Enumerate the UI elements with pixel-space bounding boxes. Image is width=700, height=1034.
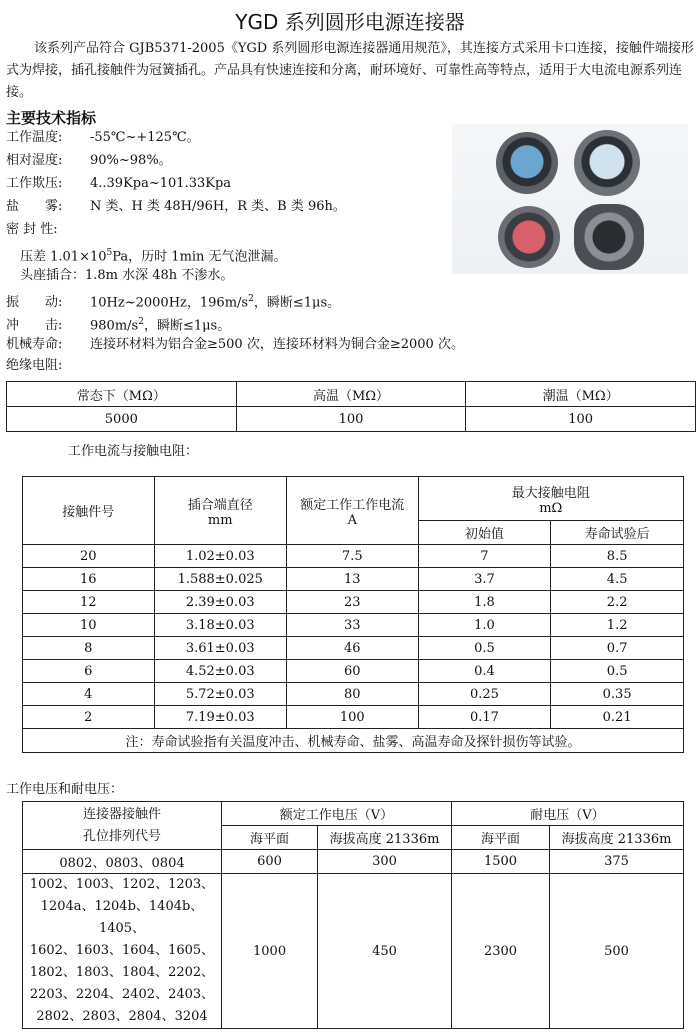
table-row: 20 1.02±0.03 7.5 7 8.5 (23, 545, 684, 568)
table-note: 注：寿命试验指有关温度冲击、机械寿命、盐雾、高温寿命及探针损伤等试验。 (23, 729, 684, 753)
spec-sealing-immersion: 头座插合：1.8m 水深 48h 不渗水。 (20, 268, 234, 283)
spec-mechanical-life: 机械寿命: 连接环材料为铝合金≥500 次，连接环材料为铜合金≥2000 次。 (6, 337, 464, 352)
table-row: 1002、1003、1202、1203、 1204a、1204b、1404b、1405、 1602、1603、1604、1605、 1802、1803、1804、2202、 2203、2204、2402、2403、 2802、2803、2804、3204 1000 450 2300 500 (23, 874, 684, 1029)
spec-sealing-pressure: 压差 $1.01\times 10^5Pa$，历时 1min 无气泡泄漏。 (20, 248, 287, 265)
spec-sealing: 密 封 性: (6, 222, 58, 237)
header-withstand-voltage: 耐电压（V） (451, 802, 683, 826)
insulation-value-high-temp: 100 (236, 407, 466, 432)
page-title: YGD 系列圆形电源连接器 (235, 10, 465, 34)
spec-pressure: 工作欺压: 4..39Kpa~101.33Kpa (6, 176, 232, 191)
current-resistance-table (22, 476, 684, 753)
connector-red-image (498, 206, 560, 268)
header-after-life: 寿命试验后 (551, 521, 684, 545)
insulation-value-humid: 100 (466, 407, 696, 432)
spec-vibration: 振 动: 10Hz~2000Hz，$196m/s^2$，瞬断≤1μs。 (6, 294, 341, 311)
header-withstand-altitude: 海拔高度 21336m (550, 826, 684, 850)
intro-paragraph: 该系列产品符合 GJB5371-2005《YGD 系列圆形电源连接器通用规范》，其连接方式采用卡口连接，接触件端接形式为焊接，插孔接触件为冠簧插孔。产品具有快速连接和分离，耐环境好、可靠性高等特点，适用于大电流电源系列连接。 (6, 41, 694, 100)
table-row: 6 4.52±0.03 60 0.4 0.5 (23, 660, 684, 683)
header-arrangement-code: 连接器接触件 孔位排列代号 (23, 802, 222, 850)
header-rated-sea-level: 海平面 (221, 826, 317, 850)
main-specs-heading: 主要技术指标 (6, 109, 97, 127)
connector-blue-image (496, 132, 558, 194)
table-row: 8 3.61±0.03 46 0.5 0.7 (23, 637, 684, 660)
header-withstand-sea-level: 海平面 (451, 826, 549, 850)
spec-insulation: 绝缘电阻: (6, 358, 63, 373)
header-rated-current: 额定工作工作电流 A (286, 477, 418, 545)
spec-shock: 冲 击: $980m/s^2$，瞬断≤1μs。 (6, 317, 231, 334)
header-rated-voltage: 额定工作电压（V） (221, 802, 451, 826)
connector-lightblue-image (574, 130, 640, 196)
table-row: 0802、0803、0804 600 300 1500 375 (23, 850, 684, 874)
header-initial: 初始值 (418, 521, 551, 545)
table-row: 12 2.39±0.03 23 1.8 2.2 (23, 591, 684, 614)
spec-temperature: 工作温度: -55℃~+125℃。 (6, 130, 200, 145)
header-rated-altitude: 海拔高度 21336m (318, 826, 452, 850)
product-photo (452, 124, 688, 274)
header-max-resistance: 最大接触电阻 mΩ (418, 477, 683, 521)
voltage-table (22, 801, 684, 1029)
header-contact-size: 接触件号 (23, 477, 155, 545)
voltage-table-caption: 工作电压和耐电压： (6, 782, 124, 797)
table-row: 10 3.18±0.03 33 1.0 1.2 (23, 614, 684, 637)
connector-receptacle-image (574, 204, 644, 270)
insulation-header-high-temp: 高温（MΩ） (236, 382, 466, 407)
table-row: 16 1.588±0.025 13 3.7 4.5 (23, 568, 684, 591)
insulation-header-humid: 潮温（MΩ） (466, 382, 696, 407)
insulation-header-normal: 常态下（MΩ） (7, 382, 237, 407)
spec-humidity: 相对湿度: 90%~98%。 (6, 153, 172, 168)
spec-salt-spray: 盐 雾: N 类、H 类 48H/96H，R 类、B 类 96h。 (6, 199, 346, 214)
arrangement-codes: 1002、1003、1202、1203、 1204a、1204b、1404b、1405、 1602、1603、1604、1605、 1802、1803、1804、2202、 2203、2204、2402、2403、 2802、2803、2804、3204 (23, 874, 222, 1029)
insulation-table (6, 381, 696, 432)
header-diameter: 插合端直径 mm (154, 477, 286, 545)
current-table-caption: 工作电流与接触电阻： (68, 444, 199, 459)
table-row: 2 7.19±0.03 100 0.17 0.21 (23, 706, 684, 729)
insulation-value-normal: 5000 (7, 407, 237, 432)
table-row: 4 5.72±0.03 80 0.25 0.35 (23, 683, 684, 706)
